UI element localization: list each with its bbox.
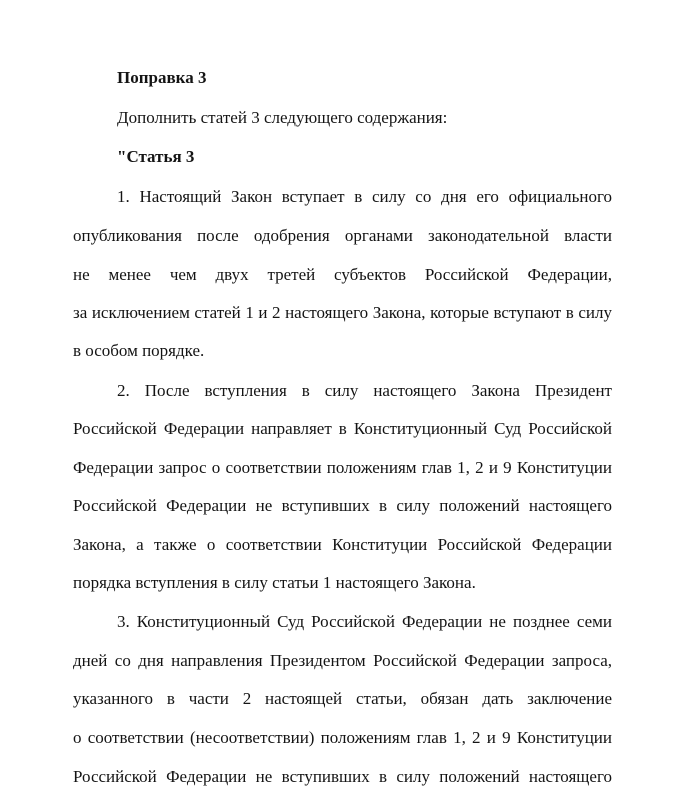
paragraph-1-line: за исключением статей 1 и 2 настоящего Закона, которые вступают в силу <box>73 303 612 322</box>
paragraph-2-line: Российской Федерации не вступивших в силу положений настоящего <box>73 496 612 515</box>
article-title: "Статья 3 <box>117 147 195 166</box>
amendment-intro: Дополнить статей 3 следующего содержания: <box>117 108 448 127</box>
paragraph-2-line: Российской Федерации направляет в Конституционный Суд Российской <box>73 419 612 438</box>
paragraph-3-line: Российской Федерации не вступивших в силу положений настоящего <box>73 767 612 786</box>
paragraph-3-line: о соответствии (несоответствии) положениям глав 1, 2 и 9 Конституции <box>73 728 612 747</box>
paragraph-2-line: 2. После вступления в силу настоящего Закона Президент <box>117 381 612 400</box>
paragraph-3-line: указанного в части 2 настоящей статьи, обязан дать заключение <box>73 689 612 708</box>
paragraph-1-line: не менее чем двух третей субъектов Российской Федерации, <box>73 265 612 284</box>
paragraph-2-line: порядка вступления в силу статьи 1 настоящего Закона. <box>73 573 476 592</box>
amendment-title: Поправка 3 <box>117 68 207 87</box>
paragraph-1-line: 1. Настоящий Закон вступает в силу со дня его официального <box>117 187 612 206</box>
paragraph-3-line: дней со дня направления Президентом Российской Федерации запроса, <box>73 651 612 670</box>
paragraph-1-line: в особом порядке. <box>73 341 205 360</box>
paragraph-1-line: опубликования после одобрения органами законодательной власти <box>73 226 612 245</box>
paragraph-3-line: 3. Конституционный Суд Российской Федерации не позднее семи <box>117 612 612 631</box>
paragraph-2-line: Закона, а также о соответствии Конституции Российской Федерации <box>73 535 612 554</box>
paragraph-2-line: Федерации запрос о соответствии положениям глав 1, 2 и 9 Конституции <box>73 458 612 477</box>
